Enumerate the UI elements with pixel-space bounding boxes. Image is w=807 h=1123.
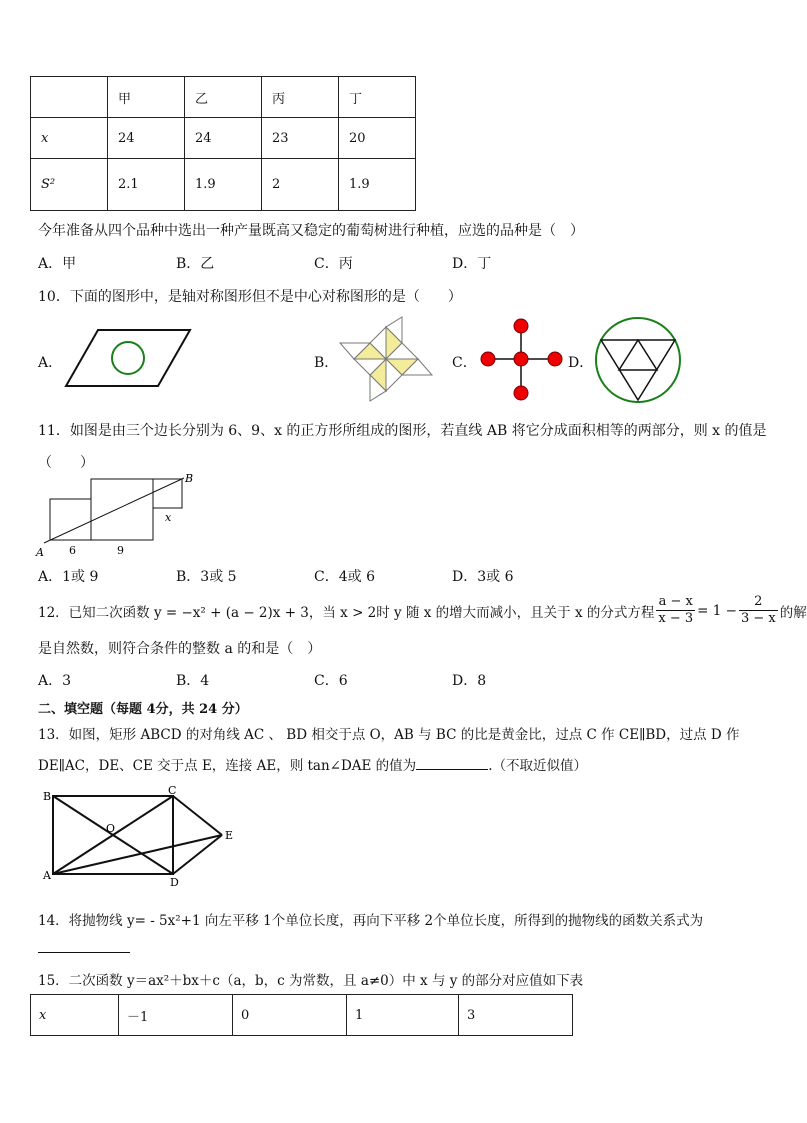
- point-c-label: C: [168, 784, 177, 797]
- circle-triangle-figure: [592, 314, 684, 406]
- point-e-label: E: [225, 829, 234, 842]
- table-cell: 甲: [108, 77, 185, 118]
- q11-text-2: （ ）: [38, 455, 94, 471]
- table-cell: 丙: [262, 77, 339, 118]
- q11-option-a: A．1或 9: [38, 569, 99, 585]
- answer-blank: [416, 755, 488, 770]
- table-row: [31, 77, 416, 118]
- table-row: [31, 995, 573, 1036]
- table-cell: [31, 77, 108, 118]
- table-cell: 24: [108, 118, 185, 159]
- q13-text: 13．如图，矩形 ABCD 的对角线 AC 、 BD 相交于点 O，AB 与 BC 的比是黄金比，过点 C 作 CE∥BD，过点 D 作: [38, 727, 740, 743]
- value-table: [30, 994, 573, 1036]
- point-a-label: A: [43, 869, 51, 882]
- table-cell: 0: [233, 995, 347, 1036]
- point-d-label: D: [170, 876, 179, 889]
- q14-text: 14．将抛物线 y= - 5x²+1 向左平移 1个单位长度，再向下平移 2个单位长度，所得到的抛物线的函数关系式为: [38, 913, 704, 929]
- q11-text: 11．如图是由三个边长分别为 6、9、x 的正方形所组成的图形，若直线 AB 将它分成面积相等的两部分，则 x 的值是: [38, 423, 767, 439]
- side-x-label: x: [165, 511, 172, 524]
- fraction: [739, 594, 778, 627]
- table-cell: 20: [339, 118, 416, 159]
- table-cell: 丁: [339, 77, 416, 118]
- rectangle-abcd-figure: [36, 786, 242, 890]
- table-cell: 2: [262, 159, 339, 211]
- q9-text: 今年准备从四个品种中选出一种产量既高又稳定的葡萄树进行种植，应选的品种是（ ）: [38, 223, 584, 239]
- q15-text: 15．二次函数 y＝ax²＋bx＋c（a，b，c 为常数，且 a≠0）中 x 与 y 的部分对应值如下表: [38, 973, 584, 989]
- table-row: [31, 118, 416, 159]
- three-squares-figure: [34, 470, 204, 560]
- parallelogram-circle-figure: [60, 325, 194, 391]
- q12-option-b: B．4: [176, 673, 210, 689]
- point-o-label: O: [106, 822, 116, 835]
- q12-option-c: C．6: [314, 673, 348, 689]
- q12-option-a: A．3: [38, 673, 72, 689]
- q10-label-d: D．: [568, 355, 594, 371]
- side-9-label: 9: [117, 544, 124, 557]
- table-cell: 2.1: [108, 159, 185, 211]
- q13-text-2a: DE∥AC，DE、CE 交于点 E，连接 AE，则 tan∠DAE 的值为: [38, 758, 417, 774]
- point-b-label: B: [43, 790, 52, 803]
- q10-label-a: A．: [38, 355, 63, 371]
- q11-option-c: C．4或 6: [314, 569, 375, 585]
- q12-text-end: 的解: [779, 604, 807, 621]
- table-cell: x: [31, 995, 119, 1036]
- q10-label-c: C．: [452, 355, 477, 371]
- table-cell: 24: [185, 118, 262, 159]
- table-cell: S²: [31, 159, 108, 211]
- q12-equals: = 1 −: [697, 602, 737, 619]
- table-cell: －1: [119, 995, 233, 1036]
- table-cell: 3: [459, 995, 573, 1036]
- q11-option-b: B．3或 5: [176, 569, 237, 585]
- point-a-label: A: [36, 546, 44, 559]
- q12-option-d: D．8: [452, 673, 487, 689]
- table-row: [31, 159, 416, 211]
- q12-line: [38, 594, 807, 627]
- q12-text: 12．已知二次函数 y = −x² + (a − 2)x + 3，当 x > 2时 y 随 x 的增大而减小，且关于 x 的分式方程: [38, 604, 655, 621]
- fraction-denominator: x − 3: [658, 611, 694, 626]
- q9-option-b: B．乙: [176, 256, 215, 272]
- q13-line-2: [38, 754, 587, 774]
- fraction-numerator: 2: [739, 594, 778, 611]
- cross-dots-figure: [476, 316, 566, 406]
- table-cell: 1.9: [185, 159, 262, 211]
- q12-text-2: 是自然数，则符合条件的整数 a 的和是（ ）: [38, 641, 322, 657]
- q9-option-d: D．丁: [452, 256, 492, 272]
- fraction: [656, 594, 695, 627]
- table-cell: 23: [262, 118, 339, 159]
- section-heading: 二、填空题（每题 4分，共 24 分）: [38, 702, 248, 717]
- q13-text-2b: .（不取近似值）: [488, 758, 587, 774]
- fraction-numerator: a − x: [656, 594, 695, 611]
- q10-label-b: B．: [314, 355, 339, 371]
- table-cell: x: [31, 118, 108, 159]
- point-b-label: B: [185, 472, 194, 485]
- variety-table: [30, 76, 416, 211]
- fraction-denominator: 3 − x: [740, 611, 776, 626]
- table-cell: 乙: [185, 77, 262, 118]
- table-cell: 1.9: [339, 159, 416, 211]
- q11-option-d: D．3或 6: [452, 569, 514, 585]
- q9-option-a: A．甲: [38, 256, 77, 272]
- answer-blank: [38, 952, 130, 953]
- q10-text: 10．下面的图形中，是轴对称图形但不是中心对称图形的是（ ）: [38, 289, 462, 305]
- q9-option-c: C．丙: [314, 256, 353, 272]
- side-6-label: 6: [69, 544, 76, 557]
- pinwheel-figure: [336, 313, 436, 405]
- table-cell: 1: [347, 995, 459, 1036]
